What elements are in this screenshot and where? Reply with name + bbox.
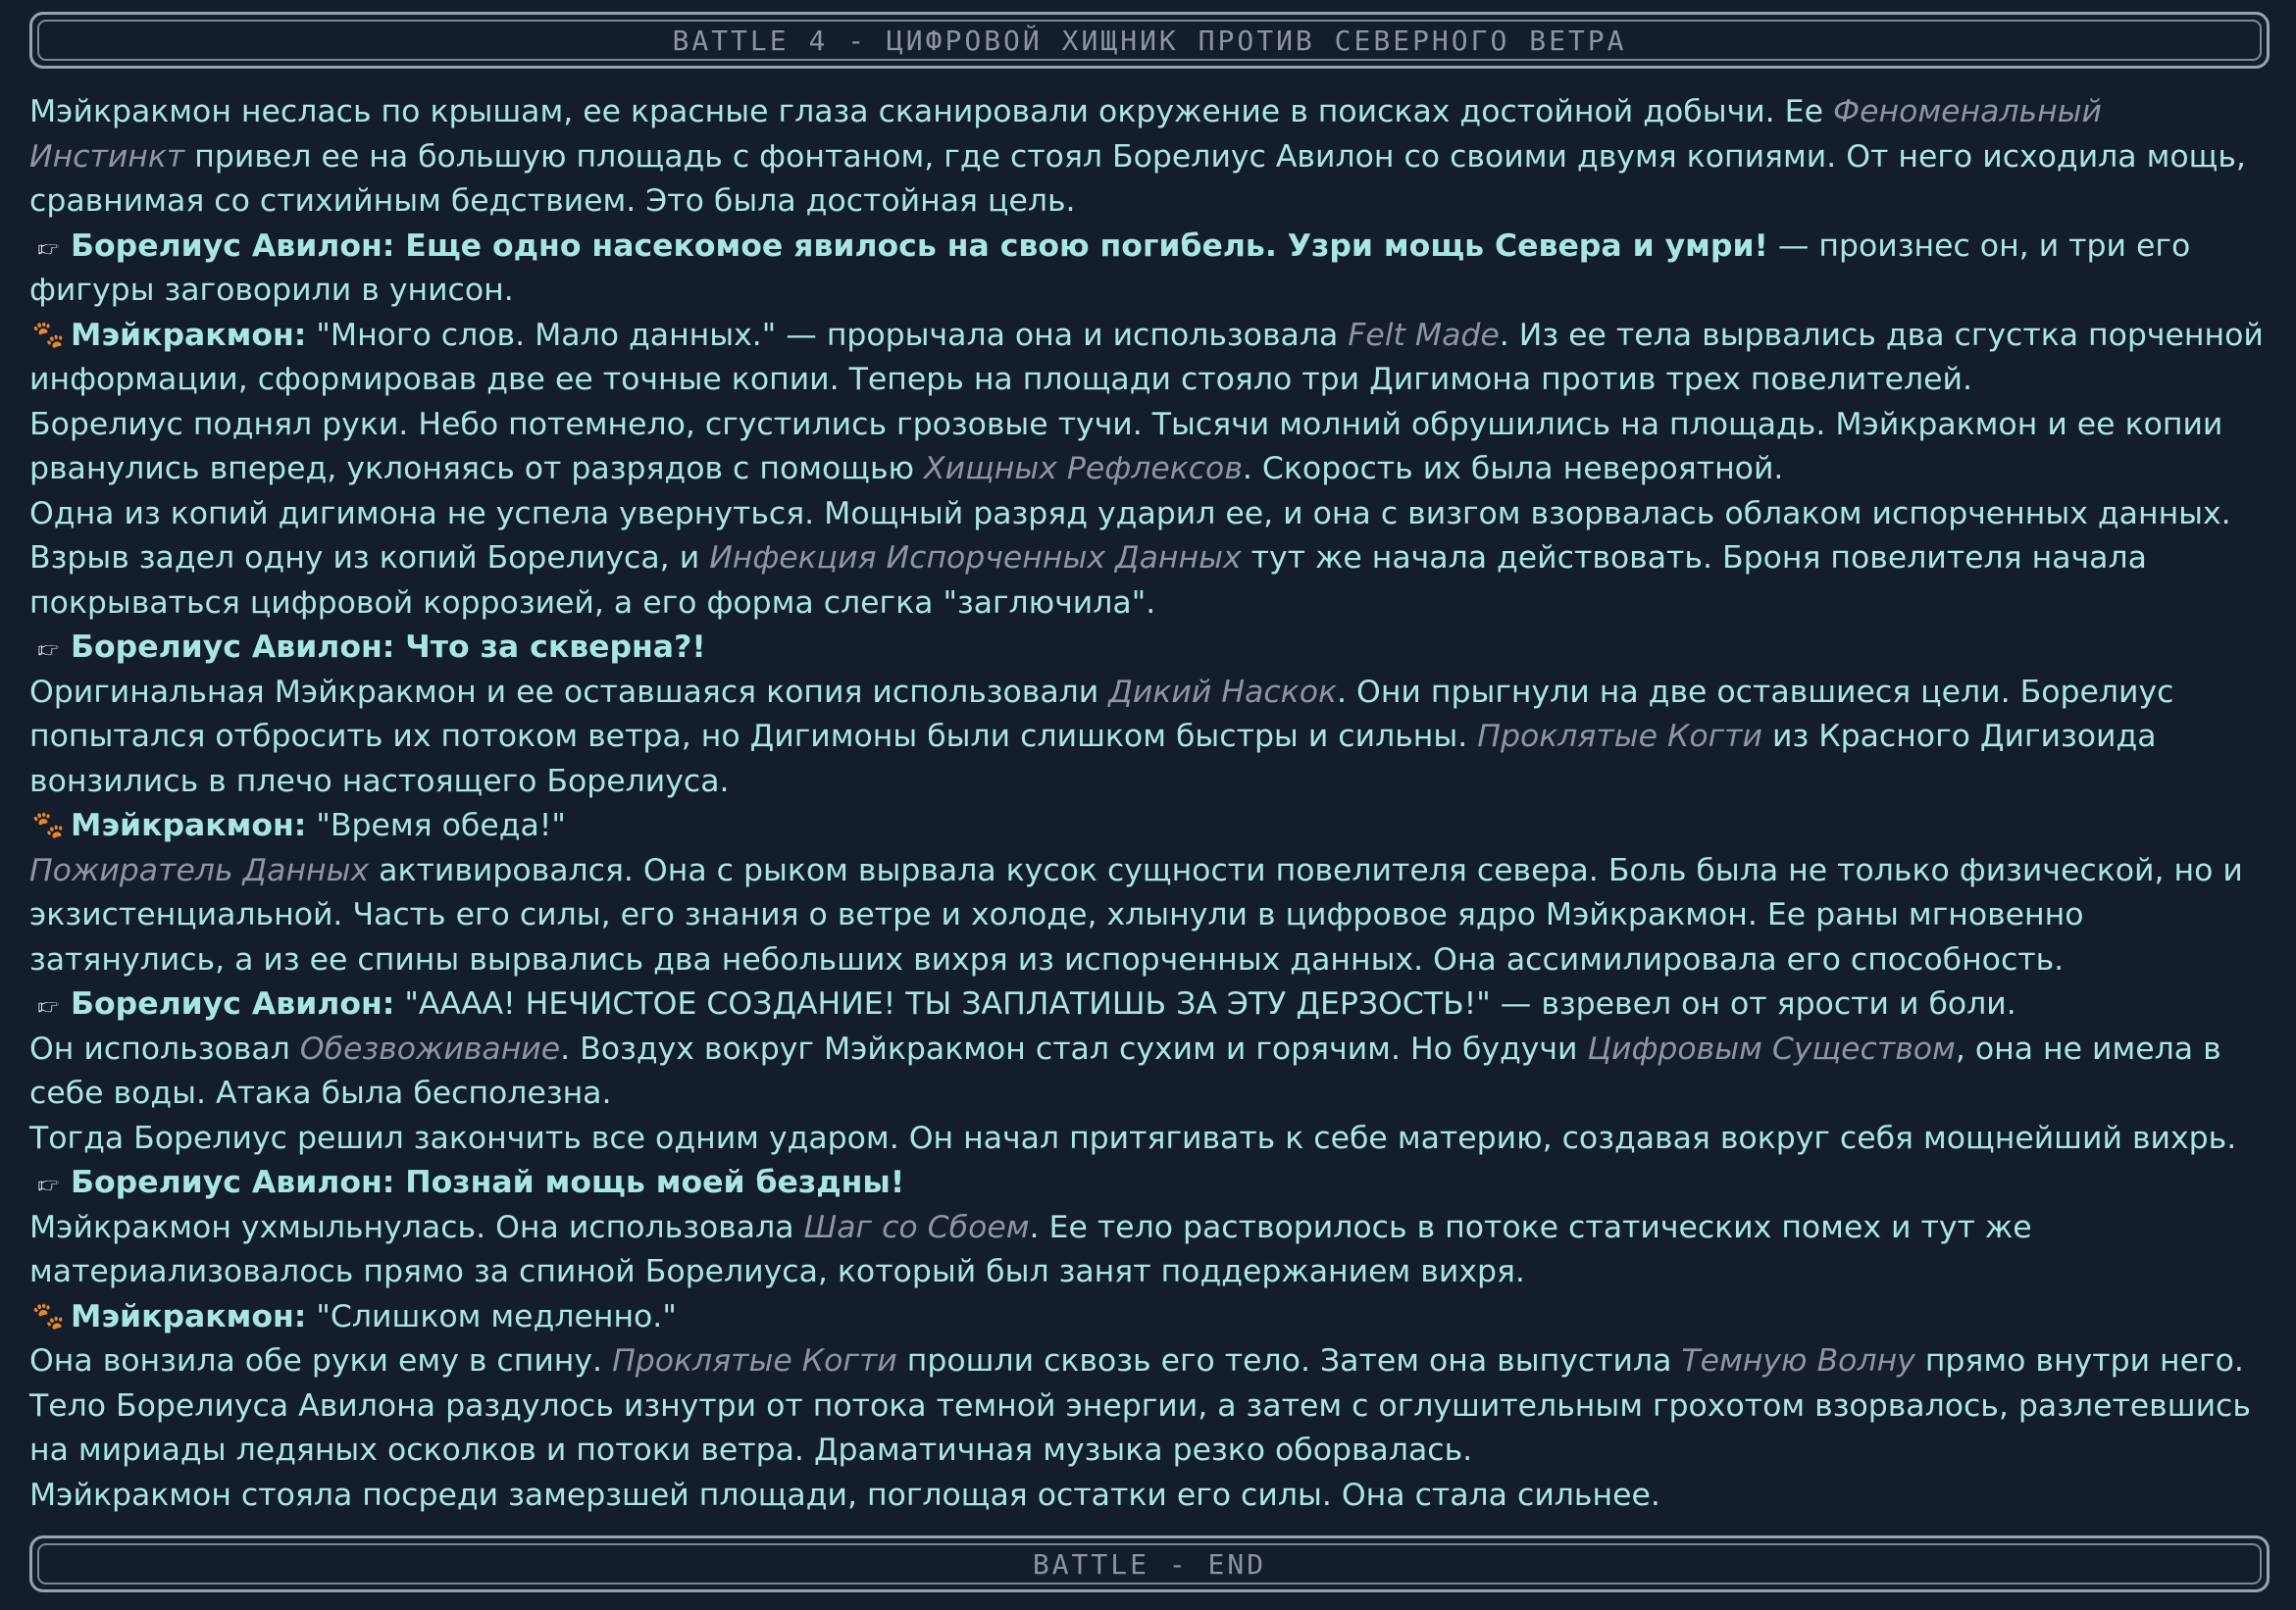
dialogue-line [29,1295,2267,1340]
story-text: , она не имела в себе воды. Атака была бесполезна. [29,1031,2221,1111]
battle-story [29,90,2267,1518]
speaker-speech: Борелиус Авилон: Познай мощь моей бездны! [71,1165,905,1200]
skill-name: Цифровым Существом [1587,1031,1956,1067]
story-text: тут же начала действовать. Броня повелителя начала покрываться цифровой коррозией, а его форма слегка "заглючила". [29,540,2147,621]
skill-name: Инфекция Испорченных Данных [709,540,1242,576]
dialogue-line [29,982,2267,1028]
skill-name: Проклятые Когти [1477,719,1762,754]
story-paragraph [29,671,2267,805]
story-text: "Время обеда!" [306,808,566,843]
story-paragraph [29,1474,2267,1519]
skill-name: Шаг со Сбоем [803,1209,1030,1245]
story-text: Борелиус поднял руки. Небо потемнело, сгустились грозовые тучи. Тысячи молний обрушились на площадь. Мэйкракмон и ее копии рванулись вперед, уклоняясь от разрядов с помощью [29,406,2223,486]
story-paragraph [29,849,2267,983]
story-text: Он использовал [29,1031,300,1067]
battle-footer-title: BATTLE - END [1032,1547,1267,1581]
speaker-name: Борелиус Авилон: [71,986,395,1022]
story-paragraph [29,1117,2267,1162]
story-text: "Много слов. Мало данных." — прорычала она и использовала [306,317,1349,353]
story-paragraph [29,1206,2267,1295]
story-paragraph [29,90,2267,225]
skill-name: Обезвоживание [299,1031,561,1067]
battle-header-banner [29,12,2270,69]
story-text: "АААА! НЕЧИСТОЕ СОЗДАНИЕ! ТЫ ЗАПЛАТИШЬ ЗА ЭТУ ДЕРЗОСТЬ!" — взревел он от ярости и боли. [394,986,2016,1022]
story-text: Мэйкракмон неслась по крышам, ее красные глаза сканировали окружение в поисках достойной добычи. Ее [29,94,1833,129]
story-text: "Слишком медленно." [306,1298,677,1334]
story-text: прямо внутри него. Тело Борелиуса Авилона раздулось изнутри от потока темной энергии, а затем с оглушительным грохотом взорвалось, разлетевшись на мириады ледяных осколков и потоки ветра. Драматичная музыка резко оборвалась. [29,1343,2251,1468]
dialogue-line [29,804,2267,849]
story-paragraph [29,1028,2267,1117]
story-text: прошли сквозь его тело. Затем она выпустила [896,1343,1682,1379]
skill-name: Темную Волну [1681,1343,1915,1379]
story-text: Мэйкракмон стояла посреди замерзшей площади, поглощая остатки его силы. Она стала сильнее. [29,1477,1660,1513]
story-paragraph [29,492,2267,627]
story-text: привел ее на большую площадь с фонтаном, где стоял Борелиус Авилон со своими двумя копиями. От него исходила мощь, сравнимая со стихийным бедствием. Это была достойная цель. [29,138,2246,219]
speaker-name: Мэйкракмон: [71,808,307,843]
dialogue-line [29,1161,2267,1206]
pointing-hand-icon: 👉︎ [37,228,59,264]
story-text: Оригинальная Мэйкракмон и ее оставшаяся копия использовали [29,674,1109,710]
skill-name: Хищных Рефлексов [924,451,1243,486]
speaker-speech: Борелиус Авилон: Что за скверна?! [71,629,706,665]
paw-icon: 🐾︎ [29,1299,68,1334]
story-text: Одна из копий дигимона не успела увернуться. Мощный разряд ударил ее, и она с визгом взорвалась облаком испорченных данных. Взрыв задел одну из копий Борелиуса, и [29,495,2231,576]
skill-name: Пожиратель Данных [29,852,370,888]
story-text: Тогда Борелиус решил закончить все одним ударом. Он начал притягивать к себе материю, создавая вокруг себя мощнейший вихрь. [29,1120,2237,1156]
pointing-hand-icon: 👉︎ [37,630,59,665]
speaker-name: Мэйкракмон: [71,1298,307,1334]
speaker-name: Мэйкракмон: [71,317,307,353]
story-text: из Красного Дигизоида вонзились в плечо настоящего Борелиуса. [29,719,2157,799]
skill-name: Felt Made [1348,317,1500,353]
pointing-hand-icon: 👉︎ [37,987,59,1022]
story-text: Мэйкракмон ухмыльнулась. Она использовала [29,1209,804,1245]
story-text: . Они прыгнули на две оставшиеся цели. Борелиус попытался отбросить их потоком ветра, но Дигимоны были слишком быстры и сильны. [29,674,2174,754]
story-paragraph [29,1339,2267,1474]
paw-icon: 🐾︎ [29,318,68,353]
story-text: . Ее тело растворилось в потоке статических помех и тут же материализовалось прямо за спиной Борелиуса, который был занят поддержанием вихря. [29,1209,2032,1289]
skill-name: Проклятые Когти [612,1343,897,1379]
dialogue-line [29,225,2267,314]
story-paragraph [29,403,2267,492]
skill-name: Феноменальный Инстинкт [29,94,2103,175]
paw-icon: 🐾︎ [29,809,68,843]
story-text: Она вонзила обе руки ему в спину. [29,1343,613,1379]
dialogue-line [29,626,2267,671]
battle-header-title: BATTLE 4 - ЦИФРОВОЙ ХИЩНИК ПРОТИВ СЕВЕРНОГО ВЕТРА [672,24,1627,57]
story-text: . Из ее тела вырвались два сгустка порченной информации, сформировав две ее точные копии. Теперь на площади стояло три Дигимона против трех повелителей. [29,317,2264,397]
story-text: — произнес он, и три его фигуры заговорили в унисон. [29,227,2191,308]
story-text: . Скорость их была невероятной. [1242,451,1784,486]
battle-footer-banner [29,1535,2270,1592]
pointing-hand-icon: 👉︎ [37,1166,59,1200]
skill-name: Дикий Наскок [1108,674,1337,710]
story-text: . Воздух вокруг Мэйкракмон стал сухим и горячим. Но будучи [560,1031,1588,1067]
dialogue-line [29,314,2267,403]
story-text: активировался. Она с рыком вырвала кусок сущности повелителя севера. Боль была не только физической, но и экзистенциальной. Часть его силы, его знания о ветре и холоде, хлынули в цифровое ядро Мэйкракмон. Ее раны мгновенно затянулись, а из ее спины вырвались два небольших вихря из испорченных данных. Она ассимилировала его способность. [29,852,2243,978]
speaker-speech: Борелиус Авилон: Еще одно насекомое явилось на свою погибель. Узри мощь Севера и умри! [71,227,1768,264]
